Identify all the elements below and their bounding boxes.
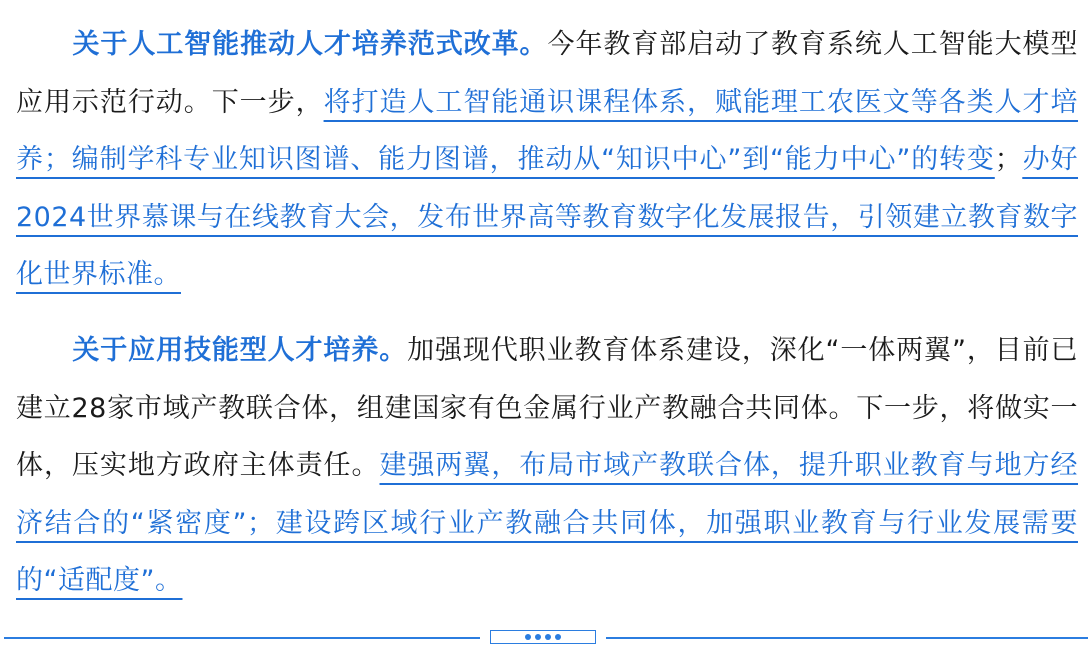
highlighted-text: 建强两翼，布局市域产教联合体，提升职业教育与地方经济结合的“紧密度”；建设跨区域行业产教融合共同体，加强职业教育与行业发展需要的“适配度”。 bbox=[16, 450, 1079, 596]
paragraph-ai-talent-reform bbox=[16, 16, 1078, 304]
dot-icon bbox=[535, 634, 541, 640]
dot-icon bbox=[555, 634, 561, 640]
paragraph-lead-heading: 关于应用技能型人才培养。 bbox=[72, 335, 408, 366]
dot-icon bbox=[525, 634, 531, 640]
divider-line-left bbox=[4, 637, 480, 639]
section-divider bbox=[0, 628, 1091, 648]
paragraph-lead-heading: 关于人工智能推动人才培养范式改革。 bbox=[72, 29, 548, 60]
separator-text: ； bbox=[994, 144, 1023, 175]
highlighted-text: 办好2024世界慕课与在线教育大会，发布世界高等教育数字化发展报告，引领建立教育数字化世界标准。 bbox=[16, 144, 1079, 290]
divider-dots-box bbox=[490, 630, 596, 644]
highlighted-text: 将打造人工智能通识课程体系，赋能理工农医文等各类人才培养；编制学科专业知识图谱、能力图谱，推动从“知识中心”到“能力中心”的转变 bbox=[16, 86, 1079, 175]
divider-line-right bbox=[606, 637, 1088, 639]
paragraph-body-text: 今年教育部启动了教育系统人工智能大模型应用示范行动。下一步， bbox=[16, 29, 1078, 118]
dot-icon bbox=[545, 634, 551, 640]
paragraph-applied-skills-talent bbox=[16, 322, 1078, 610]
paragraph-body-text: 加强现代职业教育体系建设，深化“一体两翼”，目前已建立28家市域产教联合体，组建国家有色金属行业产教融合共同体。下一步，将做实一体，压实地方政府主体责任。 bbox=[16, 335, 1078, 481]
